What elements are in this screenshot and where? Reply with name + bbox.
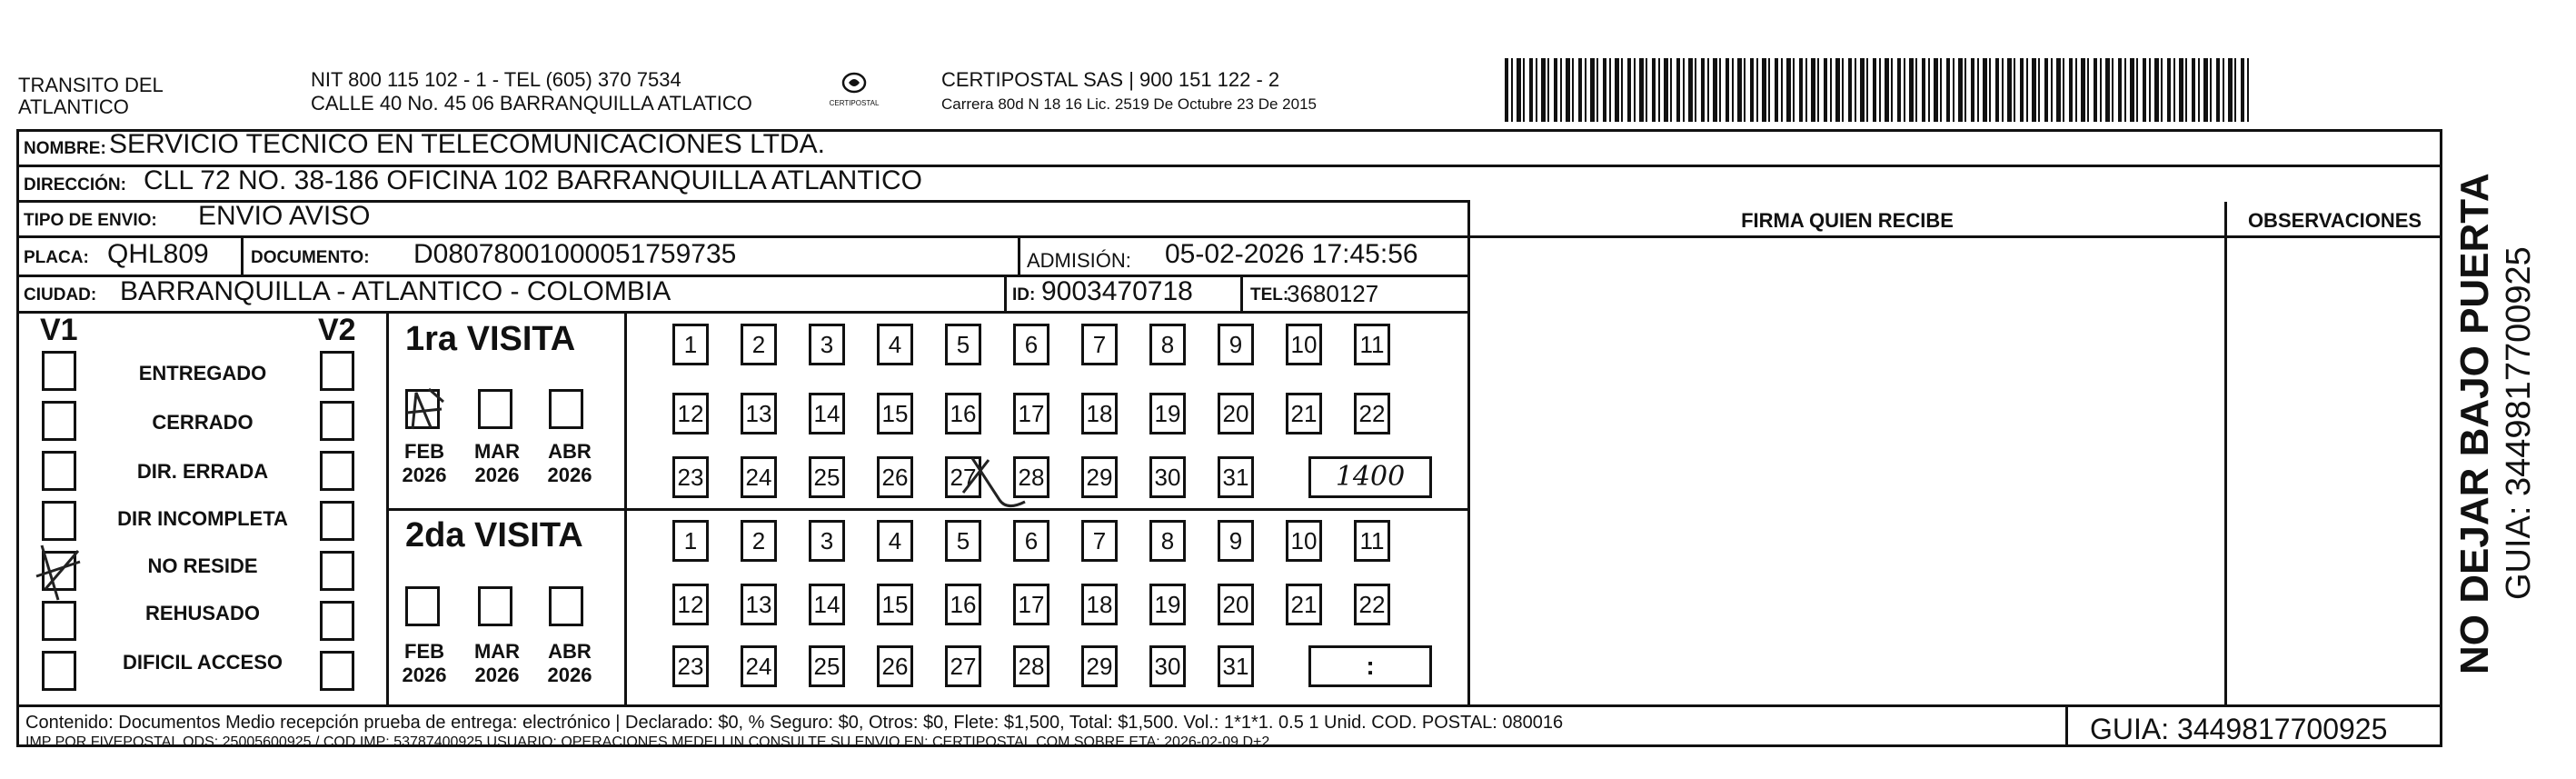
second-visit-day-18[interactable]: 18: [1081, 584, 1118, 625]
second-visit-day-22[interactable]: 22: [1354, 584, 1390, 625]
second-visit-day-27[interactable]: 27: [945, 645, 981, 687]
first-visit-day-28[interactable]: 28: [1013, 456, 1049, 498]
imp-line: IMP POR FIVEPOSTAL ODS: 25005600925 / COD.IMP: 53787400925 USUARIO: OPERACIONES MEDELLIN CONSULTE SU ENVIO EN: CERTIPOSTAL.COM SOBRE ETA: 2026-02-09 D+2: [25, 734, 1270, 750]
second-visit-day-12[interactable]: 12: [672, 584, 709, 625]
first-visit-day-14[interactable]: 14: [809, 393, 845, 434]
second-visit-day-13[interactable]: 13: [741, 584, 777, 625]
placa-label: PLACA:: [24, 248, 89, 267]
first-visit-day-6[interactable]: 6: [1013, 324, 1049, 365]
status-dir-incompleta: DIR INCOMPLETA: [117, 507, 288, 530]
address-line: CALLE 40 No. 45 06 BARRANQUILLA ATLATICO: [311, 92, 752, 115]
first-visit-day-16[interactable]: 16: [945, 393, 981, 434]
v2-checkbox-cerrado[interactable]: [320, 401, 354, 441]
second-visit-day-23[interactable]: 23: [672, 645, 709, 687]
direccion-label: DIRECCIÓN:: [24, 175, 126, 195]
second-visit-day-10[interactable]: 10: [1286, 520, 1322, 562]
second-visit-day-20[interactable]: 20: [1218, 584, 1254, 625]
first-visit-day-11[interactable]: 11: [1354, 324, 1390, 365]
v2-checkbox-dir-incompleta[interactable]: [320, 501, 354, 541]
second-visit-day-17[interactable]: 17: [1013, 584, 1049, 625]
second-visit-day-26[interactable]: 26: [877, 645, 913, 687]
second-visit-day-6[interactable]: 6: [1013, 520, 1049, 562]
first-visit-day-30[interactable]: 30: [1149, 456, 1186, 498]
first-visit-day-1[interactable]: 1: [672, 324, 709, 365]
second-visit-day-31[interactable]: 31: [1218, 645, 1254, 687]
second-visit-month-mar-checkbox[interactable]: [478, 586, 512, 626]
admision-value: 05-02-2026 17:45:56: [1165, 239, 1418, 269]
nombre-value: SERVICIO TECNICO EN TELECOMUNICACIONES LTDA.: [109, 129, 825, 159]
v2-checkbox-entregado[interactable]: [320, 351, 354, 391]
observaciones-header: OBSERVACIONES: [2247, 209, 2422, 232]
first-visit-day-19[interactable]: 19: [1149, 393, 1186, 434]
first-visit-day-10[interactable]: 10: [1286, 324, 1322, 365]
first-visit-month-feb: FEB 2026: [402, 440, 447, 486]
second-visit-day-4[interactable]: 4: [877, 520, 913, 562]
second-visit-day-28[interactable]: 28: [1013, 645, 1049, 687]
second-visit-month-abr-checkbox[interactable]: [549, 586, 583, 626]
v2-checkbox-rehusado[interactable]: [320, 601, 354, 641]
first-visit-month-abr: ABR 2026: [547, 440, 592, 486]
first-visit-day-13[interactable]: 13: [741, 393, 777, 434]
first-visit-day-31[interactable]: 31: [1218, 456, 1254, 498]
license-line: Carrera 80d N 18 16 Lic. 2519 De Octubre 23 De 2015: [941, 95, 1317, 113]
issuer-name: [18, 75, 164, 118]
status-entregado: ENTREGADO: [138, 362, 267, 385]
v1-checkbox-dificil-acceso[interactable]: [42, 651, 76, 691]
issuer-contact: [311, 69, 752, 115]
first-visit-title: 1ra VISITA: [405, 320, 576, 358]
first-visit-day-26[interactable]: 26: [877, 456, 913, 498]
side-warning: NO DEJAR BAJO PUERTA: [2452, 173, 2497, 674]
status-no-reside: NO RESIDE: [147, 554, 258, 577]
second-visit-day-11[interactable]: 11: [1354, 520, 1390, 562]
contenido-line: Contenido: Documentos Medio recepción prueba de entrega: electrónico | Declarado: $0, % Seguro: $0, Otros: $0, Flete: $1,500, Total: $1,500. Vol.: 1*1*1. 0.5 1 Unid. COD. POSTAL: 080016: [25, 713, 1564, 733]
second-visit-day-2[interactable]: 2: [741, 520, 777, 562]
company-line: CERTIPOSTAL SAS | 900 151 122 - 2: [941, 68, 1280, 91]
v1-checkbox-entregado[interactable]: [42, 351, 76, 391]
id-label: ID:: [1012, 285, 1036, 305]
tipo-envio-label: TIPO DE ENVIO:: [24, 211, 157, 230]
second-visit-day-1[interactable]: 1: [672, 520, 709, 562]
handwritten-check-mark-icon: [33, 536, 87, 609]
ciudad-value: BARRANQUILLA - ATLANTICO - COLOMBIA: [120, 276, 671, 306]
status-rehusado: REHUSADO: [145, 602, 260, 624]
second-visit-month-feb: FEB 2026: [402, 640, 447, 686]
first-visit-day-27[interactable]: 27: [945, 456, 981, 498]
first-visit-day-20[interactable]: 20: [1218, 393, 1254, 434]
second-visit-time-box[interactable]: [1308, 645, 1432, 687]
first-visit-time-handwritten: 1400: [1335, 461, 1406, 493]
first-visit-day-23[interactable]: 23: [672, 456, 709, 498]
company-info: [941, 69, 1317, 115]
first-visit-time-box[interactable]: [1308, 456, 1432, 498]
status-dificil-acceso: DIFICIL ACCESO: [122, 651, 283, 674]
second-visit-day-25[interactable]: 25: [809, 645, 845, 687]
documento-label: DOCUMENTO:: [251, 248, 370, 267]
second-visit-title: 2da VISITA: [405, 516, 583, 554]
second-visit-day-9[interactable]: 9: [1218, 520, 1254, 562]
first-visit-day-21[interactable]: 21: [1286, 393, 1322, 434]
certipostal-logo: [822, 71, 886, 116]
first-visit-month-mar-checkbox[interactable]: [478, 389, 512, 429]
handwritten-mark-feb-icon: [400, 382, 454, 436]
first-visit-day-24[interactable]: 24: [741, 456, 777, 498]
ciudad-label: CIUDAD:: [24, 285, 97, 305]
second-visit-day-16[interactable]: 16: [945, 584, 981, 625]
direccion-value: CLL 72 NO. 38-186 OFICINA 102 BARRANQUILLA ATLANTICO: [144, 165, 923, 195]
second-visit-month-abr: ABR 2026: [547, 640, 592, 686]
second-visit-day-30[interactable]: 30: [1149, 645, 1186, 687]
second-visit-day-5[interactable]: 5: [945, 520, 981, 562]
id-value: 9003470718: [1041, 276, 1193, 306]
admision-label: ADMISIÓN:: [1027, 249, 1131, 272]
handwritten-mark-day-27-icon: [952, 447, 1034, 520]
documento-value: D08078001000051759735: [413, 239, 737, 269]
tel-label: TEL:: [1250, 285, 1289, 305]
logo-icon: [840, 71, 868, 95]
logo-text: CERTIPOSTAL: [829, 99, 880, 107]
second-visit-day-7[interactable]: 7: [1081, 520, 1118, 562]
nit-line: NIT 800 115 102 - 1 - TEL (605) 370 7534: [311, 68, 681, 91]
first-visit-day-8[interactable]: 8: [1149, 324, 1186, 365]
second-visit-day-14[interactable]: 14: [809, 584, 845, 625]
status-cerrado: CERRADO: [152, 411, 254, 434]
issuer-line-2: ATLANTICO: [18, 95, 129, 118]
tel-value: 3680127: [1287, 280, 1379, 307]
status-dir-errada: DIR. ERRADA: [136, 460, 269, 483]
v2-label: V2: [318, 313, 356, 347]
first-visit-day-29[interactable]: 29: [1081, 456, 1118, 498]
second-visit-day-8[interactable]: 8: [1149, 520, 1186, 562]
second-visit-month-feb-checkbox[interactable]: [405, 586, 440, 626]
v2-checkbox-dificil-acceso[interactable]: [320, 651, 354, 691]
first-visit-day-25[interactable]: 25: [809, 456, 845, 498]
v2-checkbox-dir-errada[interactable]: [320, 451, 354, 491]
first-visit-day-12[interactable]: 12: [672, 393, 709, 434]
barcode: [1505, 58, 2252, 122]
second-visit-month-mar: MAR 2026: [473, 640, 521, 686]
first-visit-month-abr-checkbox[interactable]: [549, 389, 583, 429]
first-visit-month-mar: MAR 2026: [473, 440, 521, 486]
v1-checkbox-cerrado[interactable]: [42, 401, 76, 441]
first-visit-day-17[interactable]: 17: [1013, 393, 1049, 434]
first-visit-day-9[interactable]: 9: [1218, 324, 1254, 365]
v1-checkbox-dir-errada[interactable]: [42, 451, 76, 491]
placa-value: QHL809: [107, 239, 209, 269]
footer-guia: GUIA: 3449817700925: [2090, 713, 2388, 745]
second-visit-day-15[interactable]: 15: [877, 584, 913, 625]
first-visit-day-7[interactable]: 7: [1081, 324, 1118, 365]
first-visit-day-5[interactable]: 5: [945, 324, 981, 365]
side-guia: GUIA: 3449817700925: [2500, 246, 2538, 600]
v1-checkbox-dir-incompleta[interactable]: [42, 501, 76, 541]
tipo-envio-value: ENVIO AVISO: [198, 201, 371, 231]
v1-label: V1: [40, 313, 78, 347]
first-visit-day-15[interactable]: 15: [877, 393, 913, 434]
first-visit-day-4[interactable]: 4: [877, 324, 913, 365]
first-visit-day-18[interactable]: 18: [1081, 393, 1118, 434]
v2-checkbox-no-reside[interactable]: [320, 551, 354, 591]
first-visit-day-3[interactable]: 3: [809, 324, 845, 365]
second-visit-day-19[interactable]: 19: [1149, 584, 1186, 625]
second-visit-day-29[interactable]: 29: [1081, 645, 1118, 687]
firma-header: FIRMA QUIEN RECIBE: [1741, 209, 1954, 232]
first-visit-day-22[interactable]: 22: [1354, 393, 1390, 434]
second-visit-time: :: [1366, 652, 1375, 680]
second-visit-day-3[interactable]: 3: [809, 520, 845, 562]
second-visit-day-21[interactable]: 21: [1286, 584, 1322, 625]
nombre-label: NOMBRE:: [24, 139, 106, 158]
first-visit-day-2[interactable]: 2: [741, 324, 777, 365]
second-visit-day-24[interactable]: 24: [741, 645, 777, 687]
issuer-line-1: TRANSITO DEL: [18, 74, 164, 96]
